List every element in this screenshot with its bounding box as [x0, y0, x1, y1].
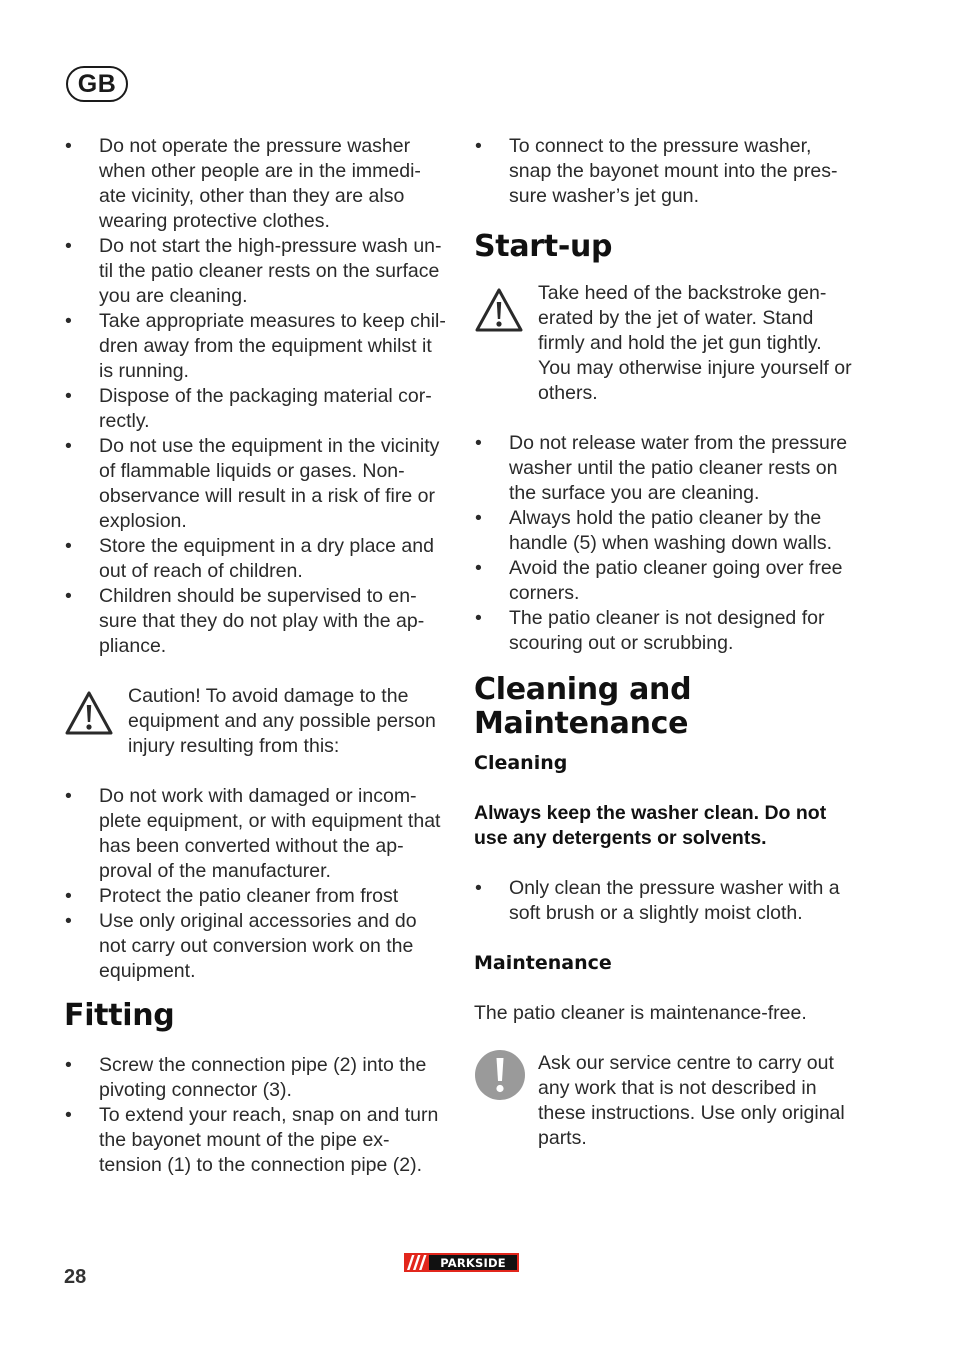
list-item: • Use only original accessories and do not carry out conversion work on the equipment. [64, 909, 448, 984]
fitting-heading: Fitting [64, 998, 175, 1033]
startup-warning [474, 281, 858, 406]
page-number: 28 [64, 1266, 87, 1288]
brand-name: PARKSIDE [429, 1255, 517, 1270]
caution-notice [64, 684, 448, 759]
warning-triangle-icon [474, 281, 538, 338]
maintenance-subheading: Maintenance [474, 952, 612, 974]
warning-triangle-icon [64, 684, 128, 741]
list-item: • The patio cleaner is not designed for scouring out or scrubbing. [474, 606, 858, 656]
cleaning-bold-instruction: Always keep the washer clean. Do not use any detergents or solvents. [474, 802, 827, 849]
cleaning-list [474, 876, 858, 926]
language-badge [66, 66, 128, 102]
list-item: • To extend your reach, snap on and turn the bayonet mount of the pipe ex-tension (1) to the connection pipe (2). [64, 1103, 448, 1178]
service-notice-text: Ask our service centre to carry out any work that is not described in these instructions. Use only original parts. [538, 1052, 845, 1149]
list-item: • Do not start the high-pressure wash un-til the patio cleaner rests on the surface you are cleaning. [64, 234, 448, 309]
list-item: • Screw the connection pipe (2) into the pivoting connector (3). [64, 1053, 448, 1103]
list-item: • Do not operate the pressure washer when other people are in the immedi-ate vicinity, other than they are also wearing protective clothes. [64, 134, 448, 234]
fitting-list [64, 1053, 448, 1178]
list-item: • Do not use the equipment in the vicinity of flammable liquids or gases. Non-observance will result in a risk of fire or explosion. [64, 434, 448, 534]
parkside-logo [404, 1253, 519, 1272]
list-item: • Take appropriate measures to keep chil-dren away from the equipment whilst it is running. [64, 309, 448, 384]
list-item: • Do not work with damaged or incom-plete equipment, or with equipment that has been converted without the ap-proval of the manufacturer. [64, 784, 448, 884]
startup-heading: Start-up [474, 229, 613, 264]
caution-text: Caution! To avoid damage to the equipment and any possible person injury resulting from this: [128, 685, 436, 757]
service-notice [474, 1051, 858, 1151]
logo-stripes-icon [404, 1253, 428, 1272]
safety-list-2 [64, 784, 448, 984]
list-item: • Always hold the patio cleaner by the handle (5) when washing down walls. [474, 506, 858, 556]
list-item: • Dispose of the packaging material cor-rectly. [64, 384, 448, 434]
right-column [474, 134, 858, 1151]
startup-list [474, 431, 858, 656]
cleaning-subheading: Cleaning [474, 752, 568, 774]
safety-list-1 [64, 134, 448, 659]
list-item: • Only clean the pressure washer with a soft brush or a slightly moist cloth. [474, 876, 858, 926]
maintenance-text: The patio cleaner is maintenance-free. [474, 1002, 807, 1024]
list-item: • Store the equipment in a dry place and out of reach of children. [64, 534, 448, 584]
exclamation-circle-icon [474, 1051, 538, 1106]
cleaning-maintenance-heading: Cleaning and Maintenance [474, 672, 692, 741]
list-item: • Children should be supervised to en-sure that they do not play with the ap-pliance. [64, 584, 448, 659]
list-item: • To connect to the pressure washer, snap the bayonet mount into the pres-sure washer’s jet gun. [474, 134, 858, 209]
left-column [64, 134, 448, 1178]
list-item: • Do not release water from the pressure washer until the patio cleaner rests on the surface you are cleaning. [474, 431, 858, 506]
fitting-list-continued [474, 134, 858, 209]
list-item: • Avoid the patio cleaner going over free corners. [474, 556, 858, 606]
language-code: GB [77, 69, 117, 98]
list-item: • Protect the patio cleaner from frost [64, 884, 448, 909]
startup-warning-text: Take heed of the backstroke gen-erated by the jet of water. Stand firmly and hold the jet gun tightly. You may otherwise injure yourself or others. [538, 282, 852, 404]
